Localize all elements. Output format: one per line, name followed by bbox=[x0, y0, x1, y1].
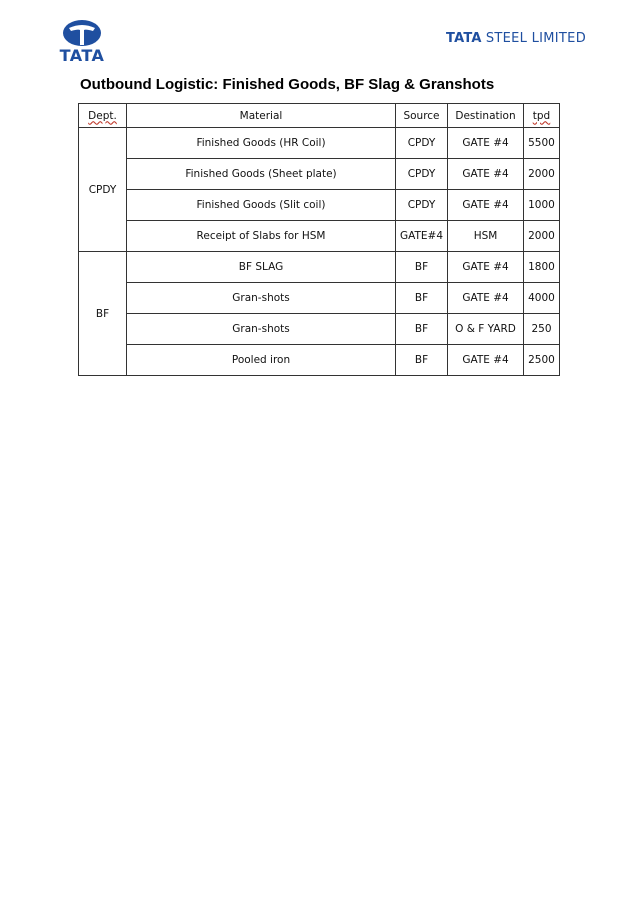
table-row bbox=[79, 283, 560, 314]
destination-cell: GATE #4 bbox=[448, 283, 524, 314]
source-cell: GATE#4 bbox=[396, 221, 448, 252]
logistics-table bbox=[78, 103, 560, 376]
table-row bbox=[79, 252, 560, 283]
source-cell: CPDY bbox=[396, 190, 448, 221]
tpd-cell: 250 bbox=[524, 314, 560, 345]
material-cell: Gran-shots bbox=[127, 283, 396, 314]
tata-emblem-icon bbox=[56, 18, 108, 48]
destination-cell: GATE #4 bbox=[448, 345, 524, 376]
destination-cell: O & F YARD bbox=[448, 314, 524, 345]
source-cell: BF bbox=[396, 252, 448, 283]
source-cell: CPDY bbox=[396, 159, 448, 190]
header-source: Source bbox=[396, 104, 448, 128]
material-cell: Finished Goods (Sheet plate) bbox=[127, 159, 396, 190]
material-cell: Pooled iron bbox=[127, 345, 396, 376]
tpd-cell: 4000 bbox=[524, 283, 560, 314]
table-row bbox=[79, 221, 560, 252]
table-row bbox=[79, 345, 560, 376]
table-row bbox=[79, 128, 560, 159]
destination-cell: GATE #4 bbox=[448, 128, 524, 159]
table-header-row bbox=[79, 104, 560, 128]
document-title: Outbound Logistic: Finished Goods, BF Slag & Granshots bbox=[80, 76, 495, 93]
table-row bbox=[79, 314, 560, 345]
material-cell: Finished Goods (Slit coil) bbox=[127, 190, 396, 221]
header-material: Material bbox=[127, 104, 396, 128]
tpd-cell: 2000 bbox=[524, 159, 560, 190]
header-tpd: tpd bbox=[524, 104, 560, 128]
material-cell: Finished Goods (HR Coil) bbox=[127, 128, 396, 159]
destination-cell: GATE #4 bbox=[448, 190, 524, 221]
dept-cell: BF bbox=[79, 252, 127, 376]
tpd-cell: 1000 bbox=[524, 190, 560, 221]
destination-cell: HSM bbox=[448, 221, 524, 252]
tata-logo bbox=[56, 18, 108, 64]
table-row bbox=[79, 190, 560, 221]
tpd-cell: 2500 bbox=[524, 345, 560, 376]
brand-steel-limited-text: STEEL LIMITED bbox=[485, 31, 586, 46]
source-cell: CPDY bbox=[396, 128, 448, 159]
tpd-cell: 5500 bbox=[524, 128, 560, 159]
source-cell: BF bbox=[396, 314, 448, 345]
source-cell: BF bbox=[396, 283, 448, 314]
tpd-cell: 1800 bbox=[524, 252, 560, 283]
tata-steel-limited-logo bbox=[446, 31, 586, 46]
dept-cell: CPDY bbox=[79, 128, 127, 252]
material-cell: BF SLAG bbox=[127, 252, 396, 283]
source-cell: BF bbox=[396, 345, 448, 376]
tata-wordmark: TATA bbox=[59, 46, 105, 65]
destination-cell: GATE #4 bbox=[448, 252, 524, 283]
brand-tata-text: TATA bbox=[446, 31, 482, 46]
tpd-cell: 2000 bbox=[524, 221, 560, 252]
material-cell: Gran-shots bbox=[127, 314, 396, 345]
header-destination: Destination bbox=[448, 104, 524, 128]
table-row bbox=[79, 159, 560, 190]
header-dept: Dept. bbox=[79, 104, 127, 128]
destination-cell: GATE #4 bbox=[448, 159, 524, 190]
material-cell: Receipt of Slabs for HSM bbox=[127, 221, 396, 252]
